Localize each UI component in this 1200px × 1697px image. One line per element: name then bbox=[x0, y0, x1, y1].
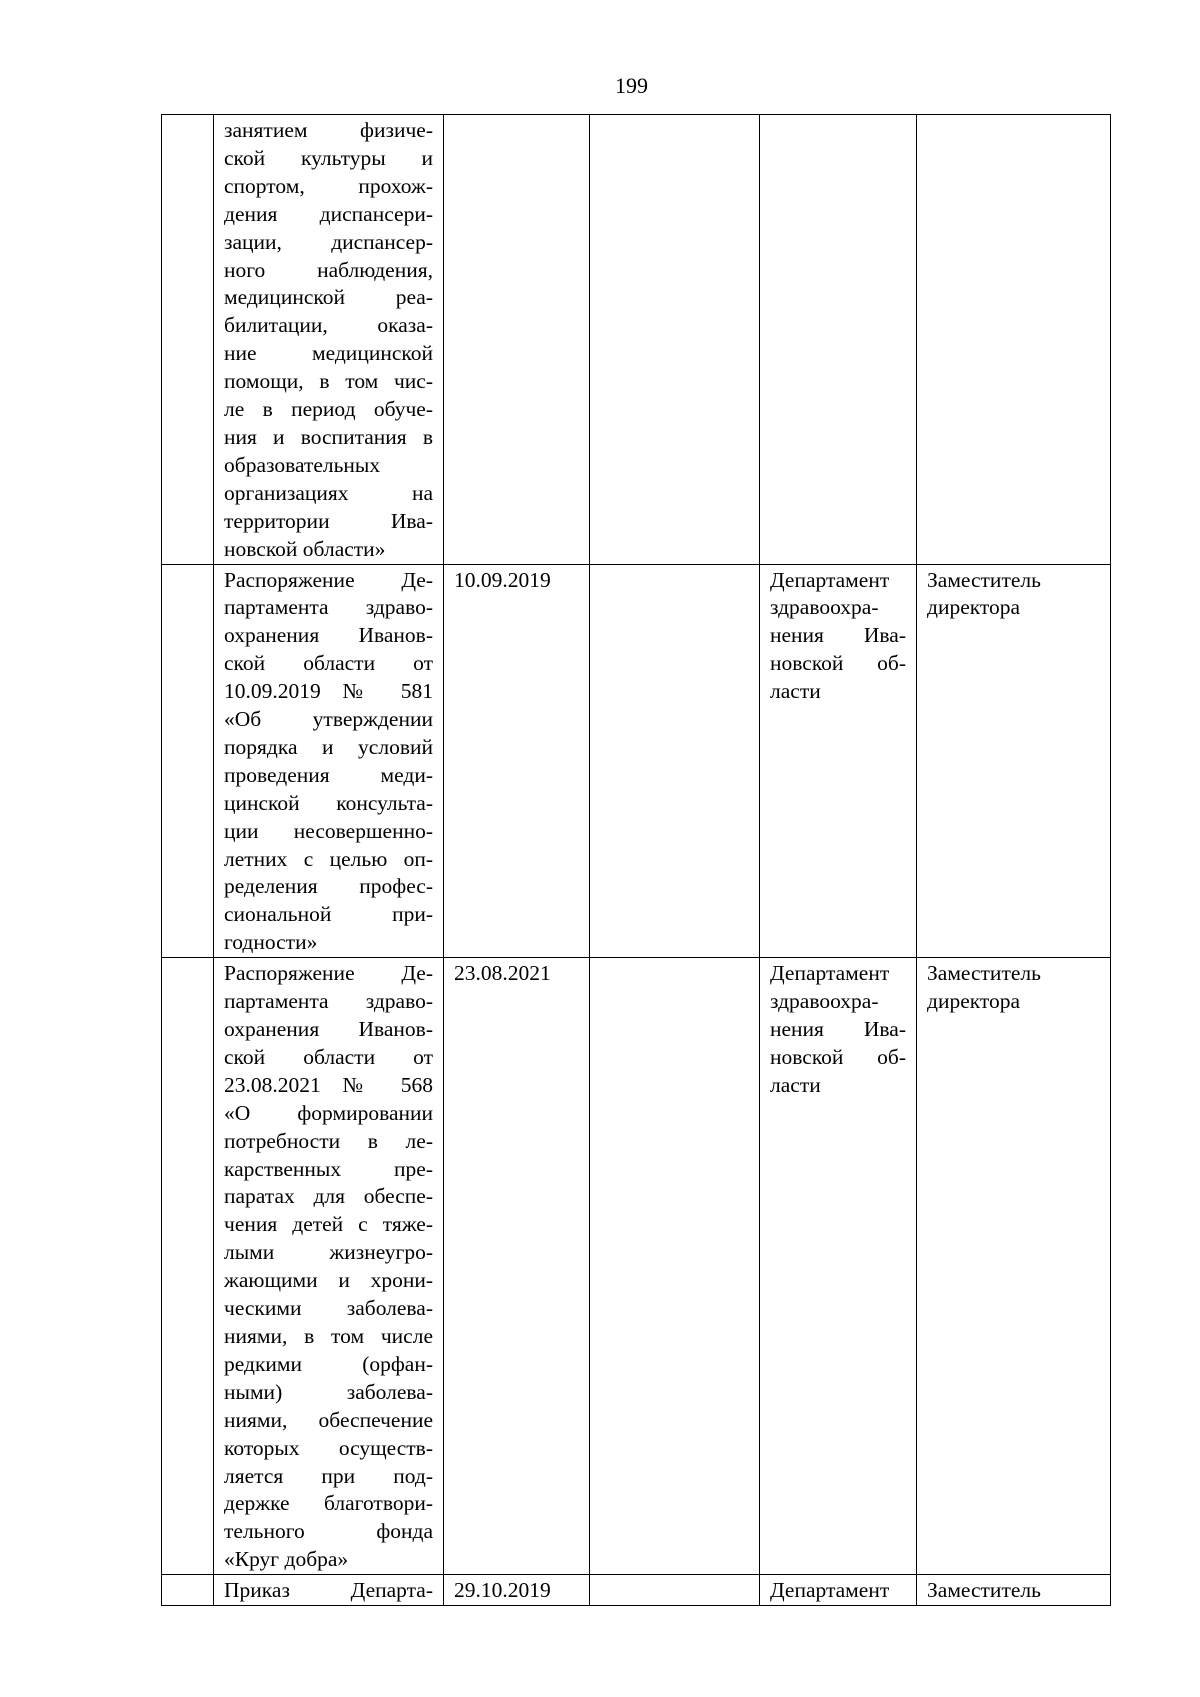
organization-text-line: ласти bbox=[770, 679, 821, 704]
document-text-line: лыми жизнеугро- bbox=[224, 1240, 433, 1265]
document-text-line: ской культуры и bbox=[224, 145, 433, 170]
document-text-line: ской области от bbox=[224, 651, 433, 676]
responsible-text-line: директора bbox=[927, 989, 1021, 1014]
cell-date bbox=[444, 115, 590, 565]
document-text-line: ределения профес- bbox=[224, 874, 433, 899]
cell-date: 10.09.2019 bbox=[444, 564, 590, 958]
cell-responsible bbox=[917, 564, 1111, 958]
cell-number bbox=[162, 115, 214, 565]
cell-document-name bbox=[214, 958, 444, 1575]
organization-text-line: Департамент bbox=[770, 1578, 890, 1603]
organization-text-line: здравоохра- bbox=[770, 989, 879, 1014]
document-table bbox=[161, 114, 1111, 1606]
document-text-line: ляется при под- bbox=[224, 1463, 433, 1488]
document-text-line: охранения Иванов- bbox=[224, 1017, 433, 1041]
document-text-line: цинской консульта- bbox=[224, 790, 433, 815]
document-text-line: 10.09.2019 № 581 bbox=[224, 679, 433, 704]
cell-empty bbox=[590, 564, 760, 958]
cell-empty bbox=[590, 958, 760, 1575]
organization-text-line: новской об- bbox=[770, 1044, 906, 1069]
cell-empty bbox=[590, 1575, 760, 1606]
organization-text-line: нения Ива- bbox=[770, 623, 906, 648]
cell-empty bbox=[590, 115, 760, 565]
document-text-line: тельного фонда bbox=[224, 1519, 433, 1544]
document-text-line: ниями, в том числе bbox=[224, 1323, 433, 1348]
document-text-line: ниями, обеспечение bbox=[224, 1407, 433, 1432]
page-number: 199 bbox=[615, 73, 648, 98]
responsible-text-line: Заместитель bbox=[927, 567, 1041, 592]
cell-organization bbox=[760, 1575, 917, 1606]
organization-text-line: новской об- bbox=[770, 651, 906, 676]
document-text-line: дения диспансери- bbox=[224, 201, 433, 226]
document-text-line: партамента здраво- bbox=[224, 989, 433, 1014]
document-text-line: Распоряжение Де- bbox=[224, 961, 433, 986]
organization-text-line: ласти bbox=[770, 1072, 821, 1097]
document-text-line: партамента здраво- bbox=[224, 595, 433, 620]
document-text-line: ного наблюдения, bbox=[224, 257, 433, 282]
cell-document-name bbox=[214, 564, 444, 958]
document-text-line: держке благотвори- bbox=[224, 1491, 433, 1516]
document-text-line: годности» bbox=[224, 930, 318, 955]
document-text-line: билитации, оказа- bbox=[224, 313, 433, 338]
document-text-line: чения детей с тяже- bbox=[224, 1212, 433, 1237]
document-text-line: зации, диспансер- bbox=[224, 229, 433, 254]
document-text-line: потребности в ле- bbox=[224, 1128, 433, 1153]
table-row bbox=[162, 115, 1111, 565]
cell-organization bbox=[760, 958, 917, 1575]
document-text-line: помощи, в том чис- bbox=[224, 369, 433, 394]
cell-number bbox=[162, 564, 214, 958]
document-text-line: «Об утверждении bbox=[224, 707, 433, 732]
organization-text-line: нения Ива- bbox=[770, 1017, 906, 1041]
document-text-line: проведения меди- bbox=[224, 762, 433, 787]
cell-organization bbox=[760, 115, 917, 565]
table-row bbox=[162, 564, 1111, 958]
document-text-line: организациях на bbox=[224, 480, 433, 505]
cell-responsible bbox=[917, 1575, 1111, 1606]
responsible-text-line: Заместитель bbox=[927, 1578, 1041, 1603]
document-text-line: медицинской реа- bbox=[224, 285, 433, 310]
document-text-line: занятием физиче- bbox=[224, 118, 433, 142]
cell-organization bbox=[760, 564, 917, 958]
document-text-line: карственных пре- bbox=[224, 1156, 433, 1181]
document-text-line: порядка и условий bbox=[224, 734, 433, 759]
cell-responsible bbox=[917, 958, 1111, 1575]
cell-responsible bbox=[917, 115, 1111, 565]
document-text-line: ской области от bbox=[224, 1044, 433, 1069]
document-text-line: ции несовершенно- bbox=[224, 818, 433, 843]
cell-number bbox=[162, 958, 214, 1575]
responsible-text-line: Заместитель bbox=[927, 961, 1041, 986]
organization-text-line: здравоохра- bbox=[770, 595, 879, 620]
document-text-line: «О формировании bbox=[224, 1100, 433, 1125]
document-text-line: охранения Иванов- bbox=[224, 623, 433, 648]
table-row bbox=[162, 1575, 1111, 1606]
document-text-line: спортом, прохож- bbox=[224, 173, 433, 198]
document-text-line: Приказ Департа- bbox=[224, 1578, 433, 1603]
cell-date: 23.08.2021 bbox=[444, 958, 590, 1575]
document-text-line: летних с целью оп- bbox=[224, 846, 433, 871]
document-text-line: новской области» bbox=[224, 536, 386, 561]
document-text-line: 23.08.2021 № 568 bbox=[224, 1072, 433, 1097]
table-body bbox=[162, 115, 1111, 1606]
document-text-line: Распоряжение Де- bbox=[224, 567, 433, 592]
cell-date: 29.10.2019 bbox=[444, 1575, 590, 1606]
document-text-line: редкими (орфан- bbox=[224, 1351, 433, 1376]
cell-document-name bbox=[214, 1575, 444, 1606]
table-row bbox=[162, 958, 1111, 1575]
document-text-line: ными) заболева- bbox=[224, 1379, 433, 1404]
document-text-line: паратах для обеспе- bbox=[224, 1184, 433, 1209]
organization-text-line: Департамент bbox=[770, 961, 890, 986]
document-text-line: ческими заболева- bbox=[224, 1296, 433, 1321]
document-text-line: образовательных bbox=[224, 452, 381, 477]
cell-number bbox=[162, 1575, 214, 1606]
document-text-line: «Круг добра» bbox=[224, 1547, 349, 1572]
document-text-line: ния и воспитания в bbox=[224, 424, 433, 449]
document-text-line: территории Ива- bbox=[224, 508, 433, 533]
organization-text-line: Департамент bbox=[770, 567, 890, 592]
document-text-line: сиональной при- bbox=[224, 902, 433, 927]
responsible-text-line: директора bbox=[927, 595, 1021, 620]
document-text-line: ние медицинской bbox=[224, 341, 433, 366]
cell-document-name bbox=[214, 115, 444, 565]
document-text-line: которых осуществ- bbox=[224, 1435, 433, 1460]
document-text-line: ле в период обуче- bbox=[224, 397, 433, 422]
document-text-line: жающими и хрони- bbox=[224, 1268, 433, 1293]
